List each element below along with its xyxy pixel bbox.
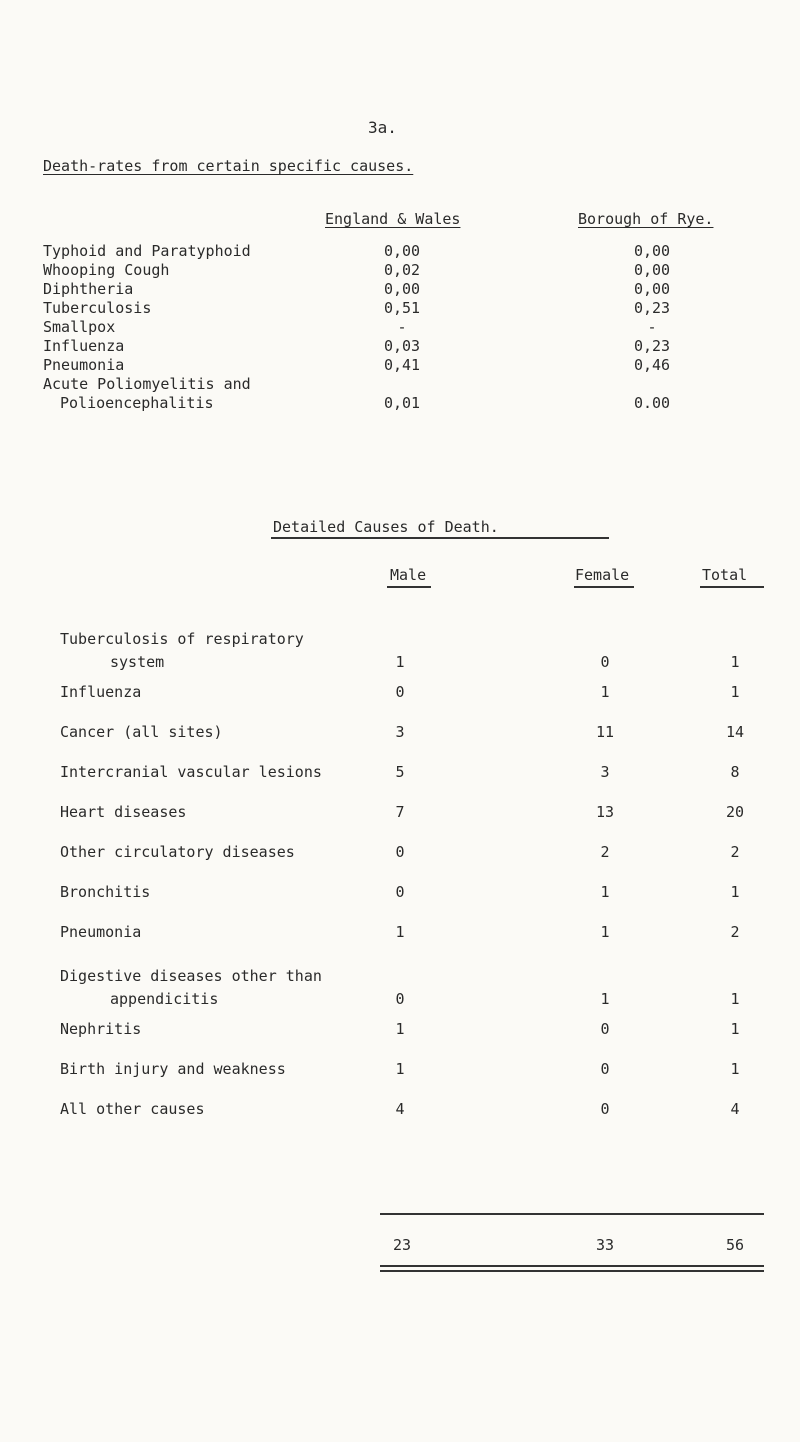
- rate-rye: 0,46: [633, 356, 671, 374]
- rate-rye: 0,23: [633, 299, 671, 317]
- col-header-female: Female: [575, 566, 630, 584]
- male-header-rule: [387, 586, 431, 588]
- cause-label: Nephritis: [60, 1020, 142, 1038]
- cause-female: 1: [600, 883, 610, 901]
- cause-female: 13: [595, 803, 615, 821]
- rate-england-wales: 0,02: [383, 261, 421, 279]
- cause-label: Cancer (all sites): [60, 723, 223, 741]
- cause-total: 2: [730, 843, 740, 861]
- rate-label: Diphtheria: [43, 280, 134, 298]
- female-header-rule: [574, 586, 634, 588]
- cause-male: 0: [395, 883, 405, 901]
- page-number: 3a.: [368, 118, 397, 137]
- cause-label: Bronchitis: [60, 883, 151, 901]
- cause-female: 0: [600, 1060, 610, 1078]
- col-header-england-wales: England & Wales: [325, 210, 461, 228]
- rate-rye: -: [647, 318, 657, 336]
- cause-male: 5: [395, 763, 405, 781]
- total-female: 33: [595, 1236, 615, 1254]
- cause-male: 0: [395, 843, 405, 861]
- rate-england-wales: 0,01: [383, 394, 421, 412]
- rate-label: Smallpox: [43, 318, 116, 336]
- cause-label: Tuberculosis of respiratory: [60, 630, 304, 648]
- cause-male: 3: [395, 723, 405, 741]
- cause-total: 8: [730, 763, 740, 781]
- rate-england-wales: 0,00: [383, 280, 421, 298]
- total-male: 23: [392, 1236, 412, 1254]
- cause-label: Influenza: [60, 683, 142, 701]
- cause-label: Pneumonia: [60, 923, 142, 941]
- cause-male: 0: [395, 683, 405, 701]
- total-header-rule: [700, 586, 764, 588]
- cause-total: 2: [730, 923, 740, 941]
- cause-male: 4: [395, 1100, 405, 1118]
- cause-male: 1: [395, 1020, 405, 1038]
- rate-england-wales: 0,51: [383, 299, 421, 317]
- cause-label: Digestive diseases other than: [60, 967, 322, 985]
- cause-male: 7: [395, 803, 405, 821]
- section2-title-underline: [271, 537, 609, 539]
- cause-female: 1: [600, 923, 610, 941]
- rate-rye: 0,23: [633, 337, 671, 355]
- cause-total: 4: [730, 1100, 740, 1118]
- cause-total: 1: [730, 1060, 740, 1078]
- rate-label: Influenza: [43, 337, 125, 355]
- cause-female: 0: [600, 653, 610, 671]
- cause-female: 11: [595, 723, 615, 741]
- cause-female: 3: [600, 763, 610, 781]
- cause-male: 0: [395, 990, 405, 1008]
- rate-england-wales: 0,00: [383, 242, 421, 260]
- cause-label: Heart diseases: [60, 803, 187, 821]
- cause-female: 1: [600, 990, 610, 1008]
- rate-england-wales: -: [397, 318, 407, 336]
- rate-label: Acute Poliomyelitis and: [43, 375, 251, 393]
- cause-total: 1: [730, 883, 740, 901]
- cause-male: 1: [395, 1060, 405, 1078]
- section2-title: Detailed Causes of Death.: [273, 518, 499, 536]
- cause-total: 1: [730, 653, 740, 671]
- cause-female: 2: [600, 843, 610, 861]
- col-header-male: Male: [390, 566, 427, 584]
- rate-label: Typhoid and Paratyphoid: [43, 242, 251, 260]
- cause-label: Other circulatory diseases: [60, 843, 295, 861]
- cause-total: 1: [730, 683, 740, 701]
- rate-label: Polioencephalitis: [60, 394, 214, 412]
- rate-label: Pneumonia: [43, 356, 125, 374]
- cause-label: All other causes: [60, 1100, 205, 1118]
- cause-female: 0: [600, 1020, 610, 1038]
- total-total: 56: [725, 1236, 745, 1254]
- cause-label-continued: system: [110, 653, 165, 671]
- rate-rye: 0,00: [633, 261, 671, 279]
- cause-total: 1: [730, 990, 740, 1008]
- cause-label: Birth injury and weakness: [60, 1060, 286, 1078]
- totals-rule: [380, 1213, 764, 1215]
- col-header-total: Total: [702, 566, 748, 584]
- cause-female: 1: [600, 683, 610, 701]
- col-header-rye: Borough of Rye.: [578, 210, 714, 228]
- rate-label: Tuberculosis: [43, 299, 152, 317]
- rate-rye: 0.00: [633, 394, 671, 412]
- double-rule-bottom: [380, 1270, 764, 1272]
- double-rule-top: [380, 1265, 764, 1267]
- cause-total: 14: [725, 723, 745, 741]
- cause-female: 0: [600, 1100, 610, 1118]
- cause-label: Intercranial vascular lesions: [60, 763, 322, 781]
- cause-label-continued: appendicitis: [110, 990, 219, 1008]
- rate-label: Whooping Cough: [43, 261, 170, 279]
- cause-male: 1: [395, 653, 405, 671]
- section1-title: Death-rates from certain specific causes.: [43, 157, 414, 175]
- rate-england-wales: 0,03: [383, 337, 421, 355]
- cause-total: 20: [725, 803, 745, 821]
- rate-england-wales: 0,41: [383, 356, 421, 374]
- rate-rye: 0,00: [633, 280, 671, 298]
- cause-total: 1: [730, 1020, 740, 1038]
- rate-rye: 0,00: [633, 242, 671, 260]
- cause-male: 1: [395, 923, 405, 941]
